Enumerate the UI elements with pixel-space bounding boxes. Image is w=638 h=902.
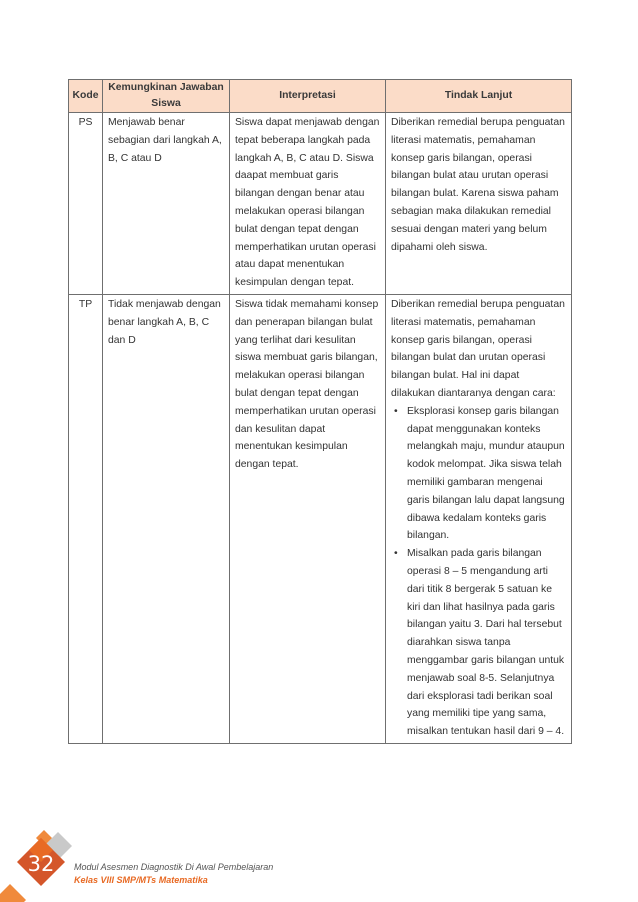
- cell-tindak-lanjut: [386, 113, 572, 295]
- cell-interpretasi: Siswa dapat menjawab dengan tepat beberapa langkah pada langkah A, B, C atau D. Siswa daapat membuat garis bilangan dengan benar atau melakukan operasi bilangan bulat dengan tepat dengan memperhatikan urutan operasi atau dapat menentukan kesimpulan dengan tepat.: [230, 113, 386, 295]
- cell-kode: TP: [69, 294, 103, 743]
- footer-class-subject: Kelas VIII SMP/MTs Matematika: [74, 875, 208, 885]
- list-item: • Eksplorasi konsep garis bilangan dapat menggunakan konteks melangkah maju, mundur ataupun kodok melompat. Jika siswa telah memiliki gambaran mengenai garis bilangan lalu dapat langsung dibawa kedalam konteks garis bilangan.: [391, 403, 566, 545]
- table-header-row: [69, 80, 572, 113]
- list-item: • Misalkan pada garis bilangan operasi 8 – 5 mengandung arti dari titik 8 bergerak 5 satuan ke kiri dan lihat hasilnya pada garis bilangan yaitu 3. Dari hal tersebut diarahkan siswa tanpa menggambar garis bilangan untuk menjawab soal 8-5. Selanjutnya dari eksplorasi tadi berikan soal yang memiliki tipe yang sama, misalkan tentukan hasil dari 9 – 4.: [391, 545, 566, 741]
- footer-module-title: Modul Asesmen Diagnostik Di Awal Pembelajaran: [74, 862, 274, 872]
- tindak-lanjut-text: Diberikan remedial berupa penguatan literasi matematis, pemahaman konsep garis bilangan, operasi bilangan bulat dan urutan operasi bilangan bulat. Hal ini dapat dilakukan diantaranya dengan cara:: [391, 298, 565, 399]
- table-row: [69, 113, 572, 295]
- header-interpretasi: Interpretasi: [230, 80, 386, 113]
- cell-kemungkinan-jawaban: Tidak menjawab dengan benar langkah A, B, C dan D: [103, 294, 230, 743]
- header-tindak-lanjut: Tindak Lanjut: [386, 80, 572, 113]
- tindak-lanjut-text: Diberikan remedial berupa penguatan literasi matematis, pemahaman konsep garis bilangan, operasi bilangan bulat atau urutan operasi bilangan bulat. Karena siswa paham sebagian maka dilakukan remedial sesuai dengan materi yang belum dipahami oleh siswa.: [391, 117, 565, 253]
- header-kemungkinan-jawaban: Kemungkinan Jawaban Siswa: [103, 80, 230, 113]
- tindak-lanjut-bullet-list: [391, 403, 566, 741]
- table-row: [69, 294, 572, 743]
- cell-interpretasi: Siswa tidak memahami konsep dan penerapan bilangan bulat yang terlihat dari kesulitan siswa membuat garis bilangan, melakukan operasi bilangan bulat dengan tepat dengan memperhatikan urutan operasi dan kesulitan dapat menentukan kesimpulan dengan tepat.: [230, 294, 386, 743]
- page-number: 32: [27, 852, 55, 876]
- cell-kode: PS: [69, 113, 103, 295]
- assessment-table: [68, 79, 572, 744]
- header-kode: Kode: [69, 80, 103, 113]
- cell-kemungkinan-jawaban: Menjawab benar sebagian dari langkah A, B, C atau D: [103, 113, 230, 295]
- cell-tindak-lanjut: [386, 294, 572, 743]
